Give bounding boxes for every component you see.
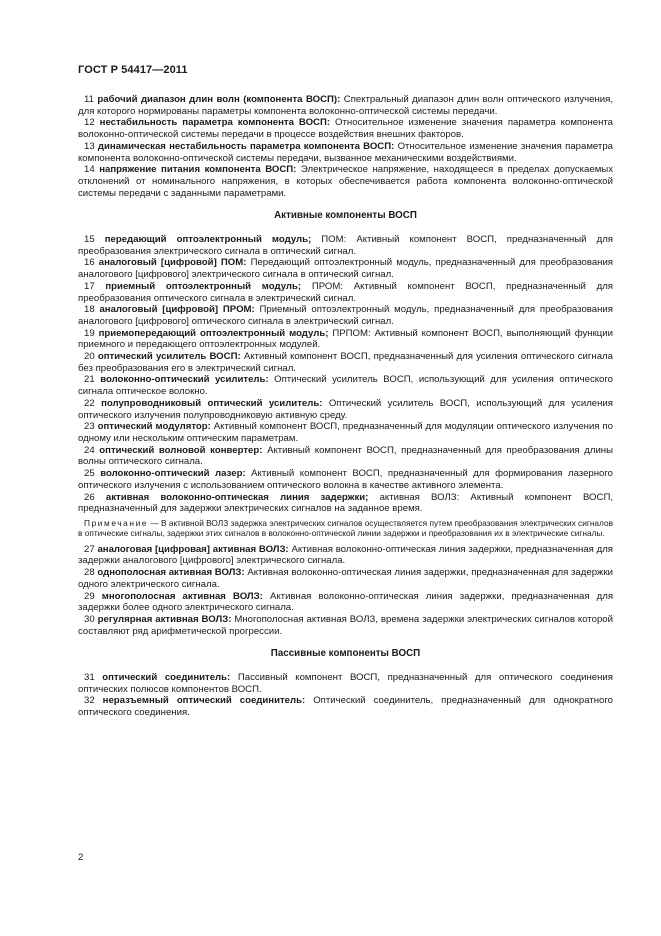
term-name: оптический соединитель:: [102, 672, 231, 684]
term-entry: [78, 421, 613, 444]
term-number: 15: [84, 234, 95, 246]
term-number: 20: [84, 351, 95, 363]
term-definition: ПРПОМ: Активный компонент ВОСП, выполняющий функции приемного и передающего оптоэлектронных модулей.: [78, 327, 614, 351]
term-number: 25: [84, 468, 95, 480]
term-name: неразъемный оптический соединитель:: [102, 695, 306, 707]
term-entry: [78, 257, 613, 280]
term-definition: Активная волоконно-оптическая линия задержки, предназначенная для задержки одного электрического сигнала.: [78, 567, 614, 590]
term-number: 18: [84, 304, 95, 316]
term-number: 14: [84, 164, 95, 176]
note-text: — В активной ВОЛЗ задержка электрических сигналов осуществляется путем преобразования электрических сигналов в оптические сигналы, задержки этих сигналов в волоконно-оптической линии задержки и преобразования их в электрические сигналы.: [78, 517, 614, 539]
term-name: оптический волновой конвертер:: [99, 444, 263, 456]
term-definition: Активный компонент ВОСП, предназначенный для преобразования длины волны оптического сигнала.: [78, 444, 613, 468]
term-name: аналоговый [цифровой] ПРОМ:: [99, 304, 255, 316]
term-definition: Многополосная активная ВОЛЗ, времена задержки электрических сигналов которой составляют ряд арифметической прогрессии.: [78, 613, 614, 637]
term-definition: Оптический соединитель, предназначенный для однократного оптического соединения.: [78, 695, 613, 719]
term-entry: [78, 328, 613, 351]
term-definition: ПОМ: Активный компонент ВОСП, предназначенный для преобразования электрического сигнала в оптический сигнал.: [78, 234, 613, 257]
term-number: 28: [84, 567, 95, 579]
term-number: 29: [84, 590, 95, 602]
term-definition: Активный компонент ВОСП, предназначенный для усиления оптического сигнала без преобразования его в электрический сигнал.: [78, 351, 613, 374]
term-name: приемный оптоэлектронный модуль;: [105, 280, 302, 292]
term-number: 17: [84, 280, 95, 292]
term-definition: Приемный оптоэлектронный модуль, предназначенный для преобразования аналогового [цифрового] оптического сигнала в электрический сигнал.: [78, 304, 613, 327]
term-entry: [78, 468, 613, 491]
term-definition: Оптический усилитель ВОСП, использующий для усиления оптического сигнала оптическое волокно.: [78, 374, 614, 398]
term-definition: Активный компонент ВОСП, предназначенный для формирования лазерного оптического излучения с использованием оптического волокна в качестве активного элемента.: [78, 468, 614, 491]
term-number: 23: [84, 421, 95, 433]
term-entry: [78, 234, 613, 257]
term-definition: Активная волоконно-оптическая линия задержки, предназначенная для задержки аналогового [цифрового] электрического сигнала.: [78, 543, 613, 567]
term-entry: [78, 374, 613, 397]
term-name: передающий оптоэлектронный модуль;: [104, 234, 312, 246]
term-entry: [78, 492, 613, 515]
term-number: 19: [84, 327, 95, 339]
term-entry: [78, 567, 613, 590]
term-name: оптический усилитель ВОСП:: [97, 351, 241, 363]
term-entry: [78, 164, 613, 199]
term-name: оптический модулятор:: [97, 421, 211, 433]
term-name: приемопередающий оптоэлектронный модуль;: [98, 327, 329, 339]
term-number: 13: [84, 140, 95, 152]
term-name: регулярная активная ВОЛЗ:: [97, 613, 232, 625]
term-entry: [78, 591, 613, 614]
term-name: аналоговый [цифровой] ПОМ:: [98, 257, 247, 269]
note: [78, 518, 613, 539]
term-entry: [78, 614, 613, 637]
term-number: 21: [84, 374, 95, 386]
term-number: 31: [84, 672, 95, 684]
document-body: [78, 94, 613, 719]
term-entry: [78, 672, 613, 695]
term-definition: ПРОМ: Активный компонент ВОСП, предназначенный для преобразования оптического сигнала в электрический сигнал.: [78, 280, 613, 304]
entries-group-1: [78, 94, 613, 199]
term-definition: Относительное изменение значения параметра компонента волоконно-оптической системы передачи в процессе воздействия внешних факторов.: [78, 117, 613, 141]
term-number: 26: [84, 491, 95, 503]
term-number: 16: [84, 257, 95, 269]
term-name: однополосная активная ВОЛЗ:: [97, 567, 245, 579]
term-entry: [78, 304, 613, 327]
term-number: 27: [84, 543, 95, 555]
term-entry: [78, 445, 613, 468]
term-definition: Пассивный компонент ВОСП, предназначенный для оптического соединения оптических полюсов компонентов ВОСП.: [78, 672, 613, 695]
term-number: 24: [84, 444, 95, 456]
term-entry: [78, 141, 613, 164]
note-label: Примечание: [84, 517, 149, 528]
term-name: волоконно-оптический усилитель:: [100, 374, 269, 386]
term-number: 11: [84, 94, 94, 105]
section-heading-active: Активные компоненты ВОСП: [274, 210, 417, 222]
term-definition: Спектральный диапазон длин волн оптического излучения, для которого нормированы параметры компонента волоконно-оптической системы передачи.: [78, 94, 614, 117]
term-name: динамическая нестабильность параметра компонента ВОСП:: [97, 140, 395, 152]
entries-group-4: [78, 672, 613, 719]
term-definition: Электрическое напряжение, находящееся в пределах допускаемых отклонений от номинального напряжения, в которых обеспечивается работа компонента волоконно-оптической системы передачи с заданными параметрами.: [78, 164, 613, 199]
term-definition: Активный компонент ВОСП, предназначенный для модуляции оптического излучения по одному или нескольким оптическим параметрам.: [78, 421, 613, 444]
term-entry: [78, 117, 613, 140]
term-entry: [78, 544, 613, 567]
term-definition: Относительное изменение значения параметра компонента волоконно-оптической системы передачи, вызванное механическими воздействиями.: [78, 140, 613, 164]
term-name: активная волоконно-оптическая линия задержки;: [105, 491, 369, 503]
term-name: многополосная активная ВОЛЗ:: [101, 590, 263, 602]
term-definition: Активная волоконно-оптическая линия задержки, предназначенная для задержки более одного электрического сигнала.: [78, 590, 614, 614]
page-number: 2: [78, 852, 84, 863]
term-entry: [78, 695, 613, 718]
term-number: 32: [84, 695, 95, 707]
section-heading-passive: Пассивные компоненты ВОСП: [270, 648, 421, 660]
term-name: напряжение питания компонента ВОСП:: [99, 164, 297, 176]
term-name: аналоговая [цифровая] активная ВОЛЗ:: [97, 543, 289, 555]
term-entry: [78, 398, 613, 421]
term-entry: [78, 281, 613, 304]
term-name: полупроводниковый оптический усилитель:: [101, 397, 323, 409]
term-definition: активная ВОЛЗ: Активный компонент ВОСП, предназначенный для задержки электрических сигналов на заданное время.: [78, 491, 614, 515]
term-definition: Передающий оптоэлектронный модуль, предназначенный для преобразования аналогового [цифрового] электрического сигнала в оптический сигнал.: [78, 257, 614, 281]
entries-group-2: [78, 234, 613, 515]
term-name: волоконно-оптический лазер:: [100, 468, 246, 480]
document-header: ГОСТ Р 54417—2011: [78, 64, 188, 76]
term-definition: Оптический усилитель ВОСП, использующий для усиления оптического излучения полупроводниковую активную среду.: [78, 397, 613, 421]
term-number: 12: [84, 117, 95, 129]
entries-group-3: [78, 544, 613, 638]
term-number: 30: [84, 613, 95, 625]
term-name: нестабильность параметра компонента ВОСП:: [99, 117, 331, 129]
term-entry: [78, 94, 613, 117]
term-number: 22: [84, 397, 95, 409]
term-name: рабочий диапазон длин волн (компонента ВОСП):: [97, 94, 341, 105]
term-entry: [78, 351, 613, 374]
